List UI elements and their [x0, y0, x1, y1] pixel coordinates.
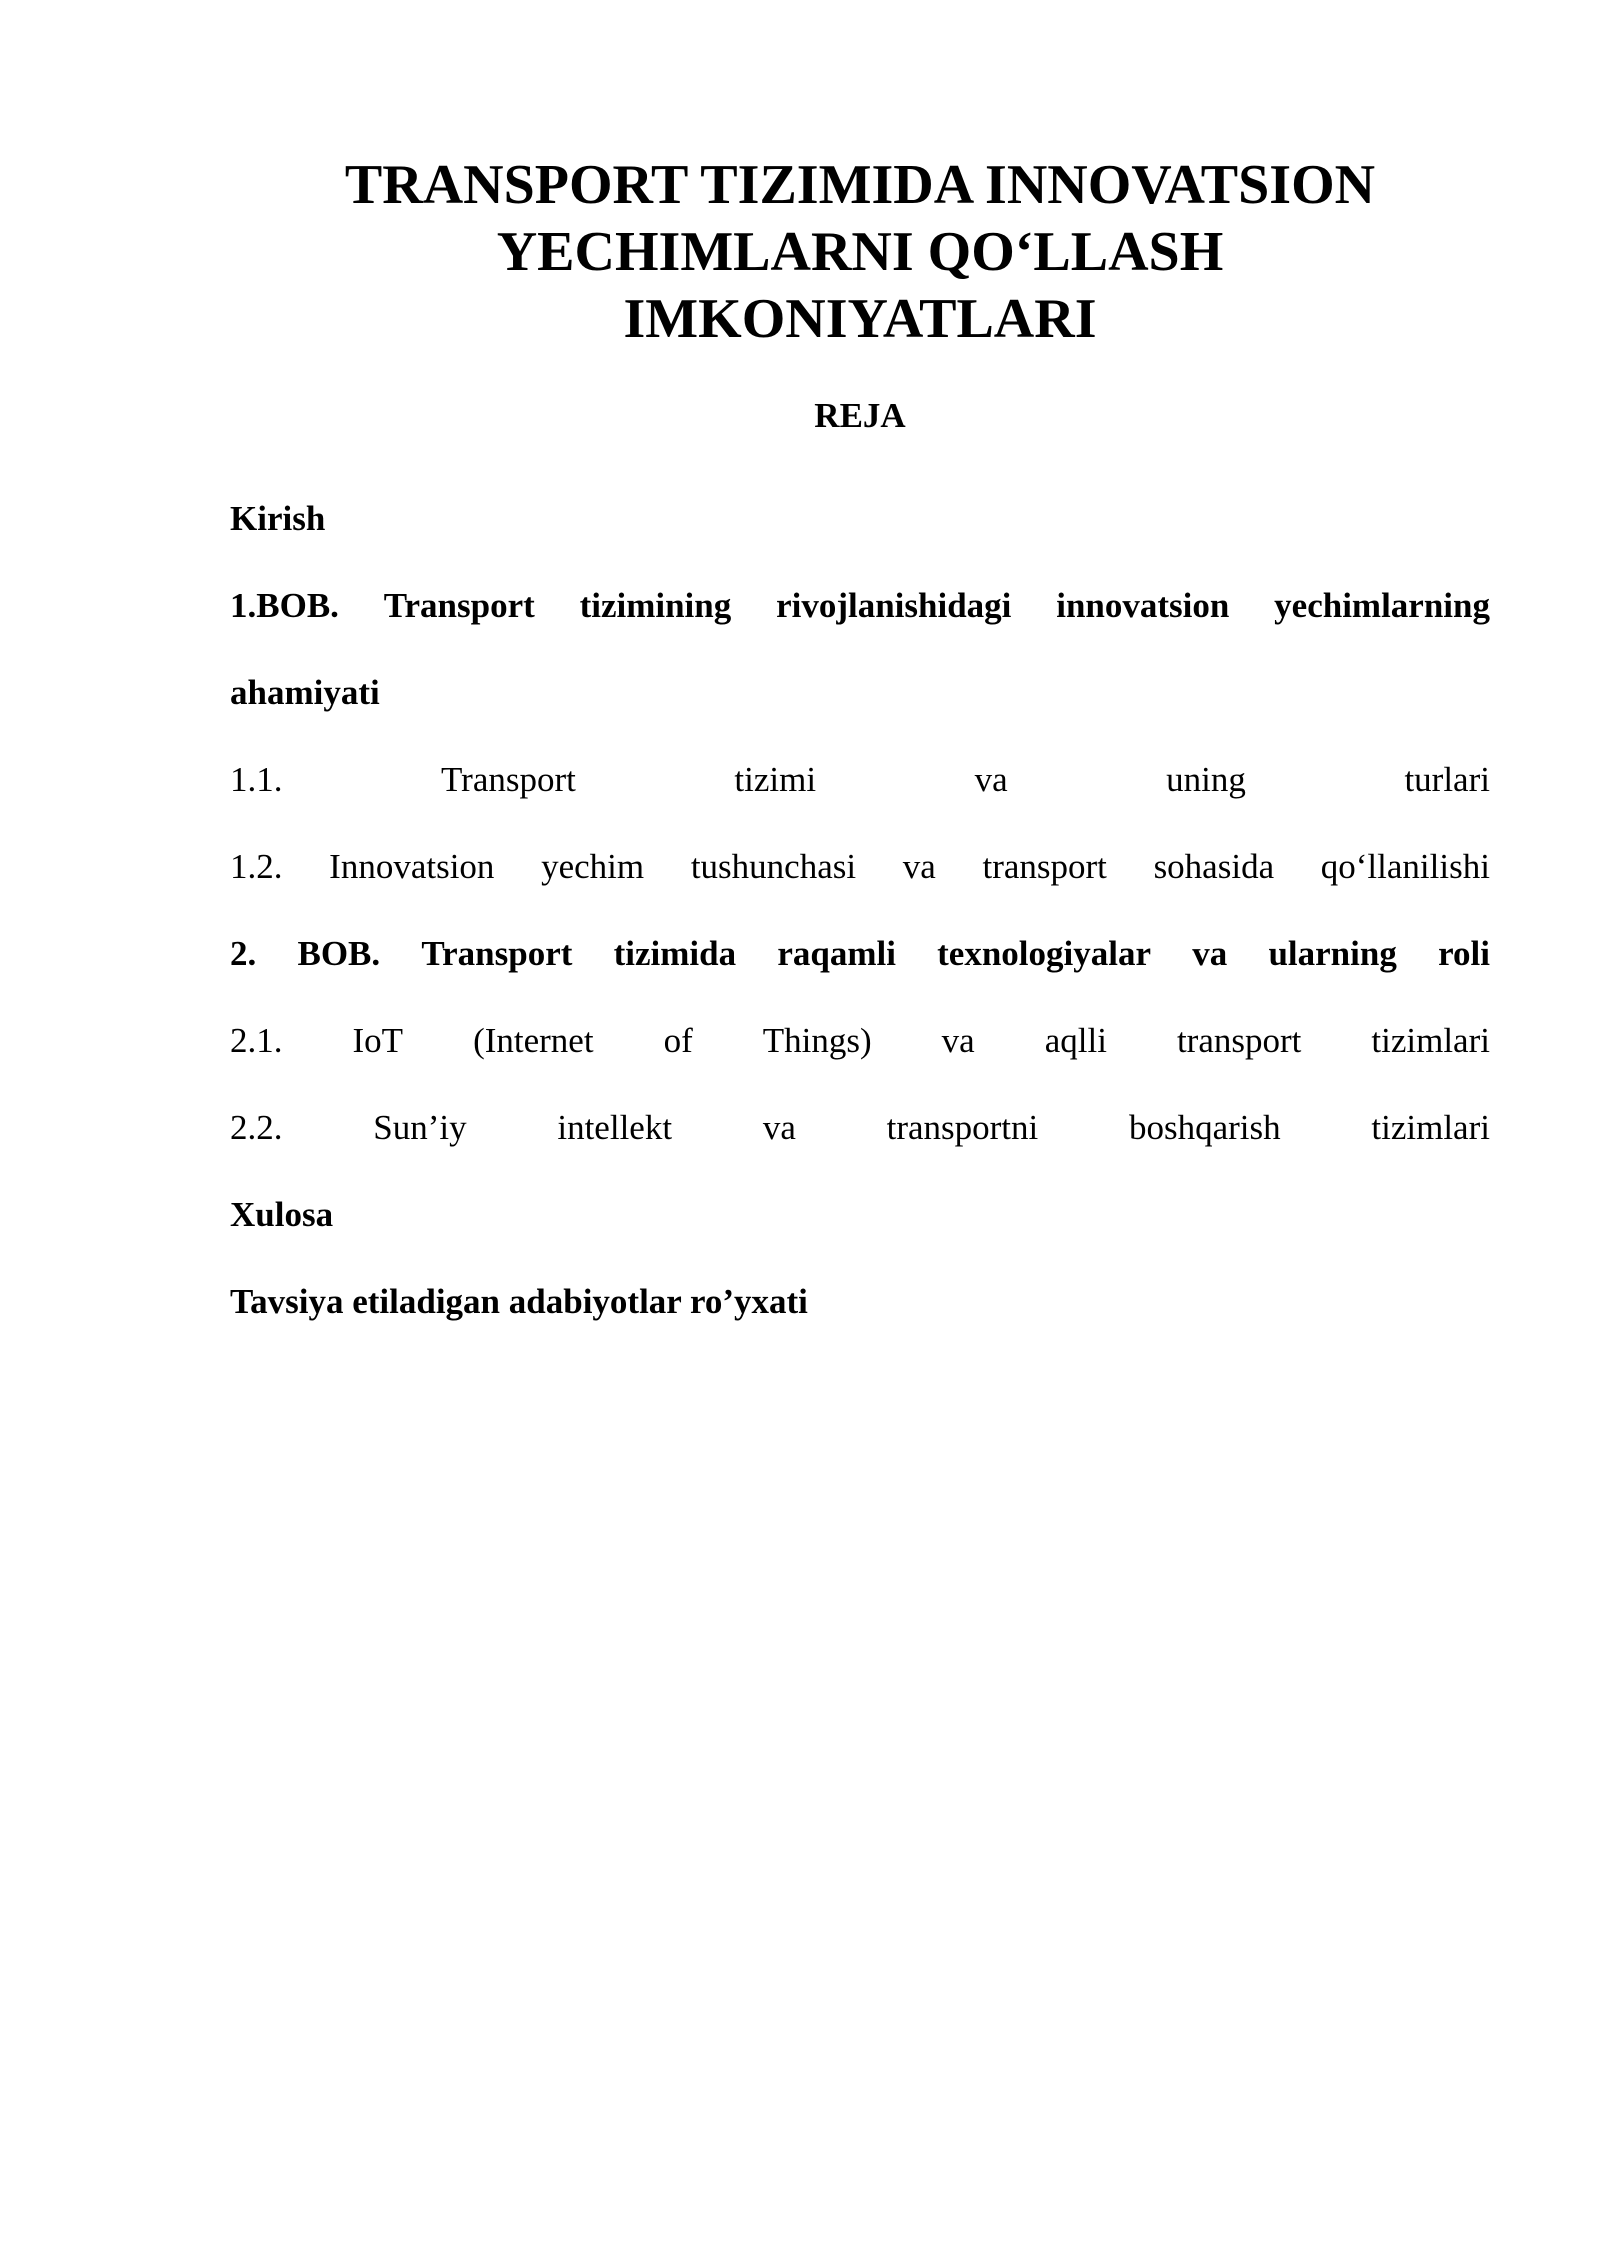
toc-word: Sun’iy [373, 1108, 467, 1147]
toc-word: Transport [383, 586, 535, 625]
toc-word: texnologiyalar [937, 934, 1152, 973]
toc-word: ularning [1268, 934, 1397, 973]
title-line: YECHIMLARNI QO‘LLASH [496, 221, 1224, 283]
title-line: TRANSPORT TIZIMIDA INNOVATSION [344, 154, 1376, 216]
document-title [230, 152, 1490, 353]
toc-chapter-1-continued: ahamiyati [230, 673, 380, 712]
toc-word: va [1192, 934, 1228, 973]
title-line: IMKONIYATLARI [623, 288, 1097, 350]
toc-word: rivojlanishidagi [776, 586, 1012, 625]
plan-heading: REJA [814, 396, 906, 435]
toc-word: intellekt [557, 1108, 673, 1147]
toc-section-2-1 [230, 997, 1490, 1084]
toc-word: IoT [352, 1021, 404, 1060]
toc-word: Innovatsion [329, 847, 495, 886]
toc-word: innovatsion [1056, 586, 1230, 625]
toc-word: tizimi [734, 760, 817, 799]
toc-word: BOB. [297, 934, 381, 973]
toc-word: transport [1176, 1021, 1302, 1060]
toc-word: turlari [1404, 760, 1490, 799]
toc-word: (Internet [473, 1021, 594, 1060]
toc-word: raqamli [777, 934, 896, 973]
toc-word: tizimining [579, 586, 732, 625]
toc-section-2-2 [230, 1084, 1490, 1171]
toc-word: 2.1. [230, 1021, 283, 1060]
toc-word: uning [1166, 760, 1246, 799]
toc-word: va [762, 1108, 796, 1147]
toc-word: 1.2. [230, 847, 283, 886]
toc-chapter-1 [230, 562, 1490, 649]
toc-word: tizimlari [1371, 1021, 1490, 1060]
toc-word: va [941, 1021, 975, 1060]
toc-word: Transport [421, 934, 573, 973]
toc-word: of [663, 1021, 693, 1060]
toc-word: 2.2. [230, 1108, 283, 1147]
toc-word: qo‘llanilishi [1320, 847, 1490, 886]
toc-intro: Kirish [230, 499, 326, 538]
toc-section-1-1 [230, 736, 1490, 823]
toc-word: aqlli [1044, 1021, 1107, 1060]
toc-word: transport [982, 847, 1107, 886]
toc-word: tizimida [613, 934, 737, 973]
toc-word: yechimlarning [1274, 586, 1490, 625]
toc-word: Transport [441, 760, 576, 799]
toc-section-1-2 [230, 823, 1490, 910]
table-of-contents [230, 475, 1490, 1345]
toc-word: Things) [762, 1021, 872, 1060]
toc-word: yechim [541, 847, 645, 886]
toc-conclusion: Xulosa [230, 1195, 334, 1234]
toc-word: boshqarish [1129, 1108, 1281, 1147]
toc-word: 1.BOB. [230, 586, 339, 625]
toc-chapter-2 [230, 910, 1490, 997]
toc-word: tizimlari [1371, 1108, 1490, 1147]
toc-references: Tavsiya etiladigan adabiyotlar ro’yxati [230, 1282, 808, 1321]
toc-word: sohasida [1153, 847, 1275, 886]
toc-word: transportni [886, 1108, 1039, 1147]
toc-word: 2. [230, 934, 257, 973]
toc-word: va [974, 760, 1008, 799]
toc-word: roli [1438, 934, 1490, 973]
toc-word: va [902, 847, 936, 886]
toc-word: tushunchasi [690, 847, 857, 886]
toc-word: 1.1. [230, 760, 283, 799]
